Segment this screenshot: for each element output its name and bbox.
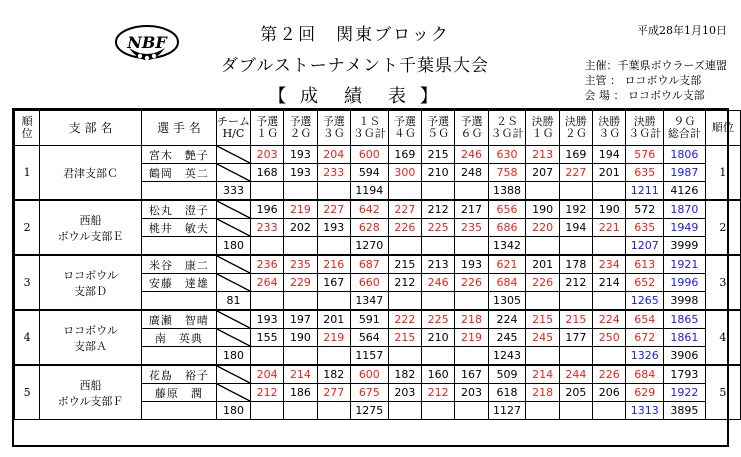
cell-grand-total: 1996 — [664, 274, 706, 292]
cell-grand-total: 1922 — [664, 384, 706, 402]
cell-g5: 225 — [422, 219, 455, 237]
cell-rank: 1 — [15, 146, 40, 201]
cell-grand-total: 1987 — [664, 164, 706, 182]
cell-k2: 194 — [559, 219, 592, 237]
cell-g1: 233 — [250, 219, 283, 237]
cell-g4: 203 — [388, 384, 421, 402]
cell-rank: 2 — [15, 200, 40, 255]
cell-blank-k1 — [526, 292, 559, 311]
table-row — [15, 255, 741, 274]
cell-k3: 206 — [593, 384, 626, 402]
cell-g4: 215 — [388, 329, 421, 347]
cell-g4: 226 — [388, 219, 421, 237]
cell-player-name: 鶴岡 英二 — [141, 164, 216, 182]
cell-blank-k3 — [593, 292, 626, 311]
cell-k3: 190 — [593, 200, 626, 219]
nbf-logo-icon — [113, 20, 181, 72]
organizer-block — [585, 58, 727, 103]
cell-kt: 572 — [626, 200, 664, 219]
cell-player-name: 松丸 澄子 — [141, 200, 216, 219]
cell-g6: 235 — [455, 219, 488, 237]
cell-kt: 576 — [626, 146, 664, 164]
cell-k2: 205 — [559, 384, 592, 402]
cell-g6: 218 — [455, 310, 488, 329]
cell-branch: 君津支部Ｃ — [40, 146, 142, 201]
cell-k2: 212 — [559, 274, 592, 292]
cell-g5: 212 — [422, 384, 455, 402]
title-line-1: 第２回 関東ブロック — [260, 25, 450, 45]
cell-kt: 652 — [626, 274, 664, 292]
col-g2: 予選 ２Ｇ — [284, 111, 317, 146]
cell-g4: 227 — [388, 200, 421, 219]
cell-team-hc-blank — [216, 200, 250, 219]
col-grand: ９Ｇ 総合計 — [664, 111, 706, 146]
cell-s2: 758 — [488, 164, 526, 182]
table-row — [15, 200, 741, 219]
cell-team-hc-blank — [216, 365, 250, 384]
cell-s2: 656 — [488, 200, 526, 219]
cell-place: 5 — [705, 365, 740, 420]
event-date: 平成28年1月10日 — [637, 24, 727, 37]
cell-s1: 600 — [350, 365, 388, 384]
cell-team-s2: 1305 — [488, 292, 526, 311]
cell-g2: 235 — [284, 255, 317, 274]
cell-blank-g6 — [455, 182, 488, 201]
cell-g2: 214 — [284, 365, 317, 384]
cell-g2: 193 — [284, 146, 317, 164]
cell-kt: 635 — [626, 164, 664, 182]
col-place: 順位 — [705, 111, 740, 146]
cell-rank: 5 — [15, 365, 40, 420]
cell-grand-total: 1861 — [664, 329, 706, 347]
cell-g5: 225 — [422, 310, 455, 329]
organizer-line-1: 主催：千葉県ボウラーズ連盟 — [584, 59, 727, 72]
cell-rank: 3 — [15, 255, 40, 310]
cell-k3: 194 — [593, 146, 626, 164]
cell-team-label — [141, 182, 216, 201]
cell-g3: 277 — [317, 384, 350, 402]
cell-s2: 630 — [488, 146, 526, 164]
cell-blank-g3 — [317, 292, 350, 311]
cell-s1: 564 — [350, 329, 388, 347]
col-g3: 予選 ３Ｇ — [317, 111, 350, 146]
cell-g6: 193 — [455, 255, 488, 274]
cell-k3: 226 — [593, 365, 626, 384]
cell-s1: 687 — [350, 255, 388, 274]
cell-team-label — [141, 347, 216, 366]
cell-team-hc: 180 — [216, 347, 250, 366]
cell-g3: 227 — [317, 200, 350, 219]
cell-k1: 201 — [526, 255, 559, 274]
cell-g2: 197 — [284, 310, 317, 329]
cell-team-kt: 1313 — [626, 402, 664, 420]
cell-kt: 613 — [626, 255, 664, 274]
cell-k3: 234 — [593, 255, 626, 274]
cell-g2: 229 — [284, 274, 317, 292]
cell-g3: 216 — [317, 255, 350, 274]
cell-blank-g3 — [317, 402, 350, 420]
cell-team-s1: 1194 — [350, 182, 388, 201]
cell-team-s2: 1127 — [488, 402, 526, 420]
cell-k1: 213 — [526, 146, 559, 164]
cell-team-s2: 1388 — [488, 182, 526, 201]
cell-k1: 214 — [526, 365, 559, 384]
cell-player-name: 米谷 康二 — [141, 255, 216, 274]
cell-g6: 246 — [455, 146, 488, 164]
cell-player-name: 南 英典 — [141, 329, 216, 347]
cell-grand-total: 1865 — [664, 310, 706, 329]
cell-g6: 167 — [455, 365, 488, 384]
cell-s1: 642 — [350, 200, 388, 219]
cell-blank-k2 — [559, 402, 592, 420]
cell-k1: 218 — [526, 384, 559, 402]
col-g6: 予選 ６Ｇ — [455, 111, 488, 146]
col-g1: 予選 １Ｇ — [250, 111, 283, 146]
organizer-line-2: 主管 ： ロコボウル支部 — [584, 74, 702, 87]
cell-k2: 192 — [559, 200, 592, 219]
cell-blank-g4 — [388, 182, 421, 201]
cell-blank-k1 — [526, 182, 559, 201]
col-g5: 予選 ５Ｇ — [422, 111, 455, 146]
table-row — [15, 365, 741, 384]
cell-player-name: 安藤 達雄 — [141, 274, 216, 292]
cell-k3: 250 — [593, 329, 626, 347]
cell-g1: 212 — [250, 384, 283, 402]
cell-team-s1: 1157 — [350, 347, 388, 366]
cell-g1: 155 — [250, 329, 283, 347]
cell-team-s1: 1275 — [350, 402, 388, 420]
cell-k2: 177 — [559, 329, 592, 347]
cell-blank-g5 — [422, 292, 455, 311]
cell-k3: 221 — [593, 219, 626, 237]
cell-team-hc-blank — [216, 274, 250, 292]
organizer-line-3: 会 場 ： ロコボウル支部 — [584, 89, 705, 102]
cell-g2: 193 — [284, 164, 317, 182]
cell-kt: 629 — [626, 384, 664, 402]
col-s2: ２Ｓ ３Ｇ計 — [488, 111, 526, 146]
cell-blank-k2 — [559, 182, 592, 201]
cell-s2: 245 — [488, 329, 526, 347]
cell-k1: 190 — [526, 200, 559, 219]
col-rank: 順 位 — [15, 111, 40, 146]
cell-g4: 222 — [388, 310, 421, 329]
cell-player-name: 花島 裕子 — [141, 365, 216, 384]
cell-g4: 182 — [388, 365, 421, 384]
cell-team-hc-blank — [216, 329, 250, 347]
cell-s2: 621 — [488, 255, 526, 274]
cell-g5: 212 — [422, 200, 455, 219]
cell-g5: 246 — [422, 274, 455, 292]
cell-blank-g3 — [317, 347, 350, 366]
cell-branch: 西船 ボウル支部Ｆ — [40, 365, 142, 420]
col-branch: 支 部 名 — [40, 111, 142, 146]
cell-k1: 226 — [526, 274, 559, 292]
cell-blank-k1 — [526, 347, 559, 366]
cell-g6: 203 — [455, 384, 488, 402]
cell-blank-g1 — [250, 237, 283, 256]
cell-s1: 591 — [350, 310, 388, 329]
results-table — [14, 110, 741, 420]
cell-s1: 660 — [350, 274, 388, 292]
cell-s2: 686 — [488, 219, 526, 237]
cell-grand-total: 1793 — [664, 365, 706, 384]
cell-g3: 167 — [317, 274, 350, 292]
cell-team-grand: 4126 — [664, 182, 706, 201]
cell-team-kt: 1265 — [626, 292, 664, 311]
cell-team-hc: 180 — [216, 402, 250, 420]
cell-g2: 186 — [284, 384, 317, 402]
cell-grand-total: 1870 — [664, 200, 706, 219]
col-g4: 予選 ４Ｇ — [388, 111, 421, 146]
cell-team-kt: 1211 — [626, 182, 664, 201]
cell-blank-g5 — [422, 402, 455, 420]
cell-s2: 618 — [488, 384, 526, 402]
cell-blank-g3 — [317, 237, 350, 256]
cell-team-s2: 1243 — [488, 347, 526, 366]
cell-blank-g4 — [388, 237, 421, 256]
cell-g1: 196 — [250, 200, 283, 219]
cell-g1: 264 — [250, 274, 283, 292]
cell-blank-k2 — [559, 292, 592, 311]
cell-team-kt: 1207 — [626, 237, 664, 256]
cell-g1: 168 — [250, 164, 283, 182]
cell-branch: ロコボウル 支部Ａ — [40, 310, 142, 365]
svg-text:NBF: NBF — [127, 33, 167, 52]
cell-blank-k1 — [526, 237, 559, 256]
table-row — [15, 310, 741, 329]
col-k2: 決勝 ２Ｇ — [559, 111, 592, 146]
cell-blank-g4 — [388, 347, 421, 366]
cell-k1: 207 — [526, 164, 559, 182]
cell-team-hc-blank — [216, 310, 250, 329]
cell-team-hc-blank — [216, 146, 250, 164]
cell-g3: 219 — [317, 329, 350, 347]
cell-g3: 201 — [317, 310, 350, 329]
cell-k2: 169 — [559, 146, 592, 164]
cell-blank-g4 — [388, 402, 421, 420]
cell-blank-g1 — [250, 347, 283, 366]
cell-s1: 628 — [350, 219, 388, 237]
cell-g6: 226 — [455, 274, 488, 292]
cell-g3: 233 — [317, 164, 350, 182]
cell-kt: 672 — [626, 329, 664, 347]
cell-blank-g5 — [422, 182, 455, 201]
title-block — [190, 20, 520, 76]
cell-blank-g1 — [250, 292, 283, 311]
cell-g2: 219 — [284, 200, 317, 219]
cell-blank-g4 — [388, 292, 421, 311]
cell-team-s2: 1342 — [488, 237, 526, 256]
col-team-hc: チーム H/C — [216, 111, 250, 146]
cell-g3: 182 — [317, 365, 350, 384]
cell-player-name: 廣瀬 智晴 — [141, 310, 216, 329]
cell-branch: 西船 ボウル支部Ｅ — [40, 200, 142, 255]
cell-g5: 215 — [422, 146, 455, 164]
cell-k2: 227 — [559, 164, 592, 182]
cell-team-hc: 81 — [216, 292, 250, 311]
cell-team-hc-blank — [216, 255, 250, 274]
cell-player-name: 宮木 艶子 — [141, 146, 216, 164]
cell-blank-g2 — [284, 292, 317, 311]
cell-place: 2 — [705, 200, 740, 255]
cell-g3: 193 — [317, 219, 350, 237]
cell-player-name: 藤原 潤 — [141, 384, 216, 402]
col-k3: 決勝 ３Ｇ — [593, 111, 626, 146]
cell-s2: 684 — [488, 274, 526, 292]
cell-blank-k1 — [526, 402, 559, 420]
cell-s1: 594 — [350, 164, 388, 182]
cell-team-kt: 1326 — [626, 347, 664, 366]
cell-team-label — [141, 292, 216, 311]
cell-g5: 160 — [422, 365, 455, 384]
cell-k1: 215 — [526, 310, 559, 329]
cell-blank-g6 — [455, 237, 488, 256]
cell-kt: 654 — [626, 310, 664, 329]
cell-blank-k2 — [559, 237, 592, 256]
cell-blank-g3 — [317, 182, 350, 201]
cell-k1: 220 — [526, 219, 559, 237]
cell-blank-g2 — [284, 347, 317, 366]
cell-blank-k3 — [593, 402, 626, 420]
cell-k1: 245 — [526, 329, 559, 347]
cell-team-label — [141, 402, 216, 420]
cell-blank-g1 — [250, 182, 283, 201]
cell-g2: 190 — [284, 329, 317, 347]
cell-k3: 224 — [593, 310, 626, 329]
cell-g5: 210 — [422, 164, 455, 182]
cell-g6: 219 — [455, 329, 488, 347]
cell-blank-k3 — [593, 347, 626, 366]
cell-team-s1: 1347 — [350, 292, 388, 311]
cell-g1: 236 — [250, 255, 283, 274]
col-kt: 決勝 ３Ｇ計 — [626, 111, 664, 146]
table-row — [15, 146, 741, 164]
cell-team-hc-blank — [216, 219, 250, 237]
cell-branch: ロコボウル 支部Ｄ — [40, 255, 142, 310]
cell-blank-g6 — [455, 402, 488, 420]
cell-g4: 169 — [388, 146, 421, 164]
cell-blank-g2 — [284, 182, 317, 201]
cell-g4: 300 — [388, 164, 421, 182]
cell-grand-total: 1806 — [664, 146, 706, 164]
cell-blank-k2 — [559, 347, 592, 366]
cell-blank-g5 — [422, 347, 455, 366]
sheet-title: 【 成 績 表 】 — [268, 86, 442, 107]
cell-s1: 675 — [350, 384, 388, 402]
cell-team-label — [141, 237, 216, 256]
cell-g3: 204 — [317, 146, 350, 164]
cell-grand-total: 1949 — [664, 219, 706, 237]
cell-team-hc: 333 — [216, 182, 250, 201]
cell-g1: 193 — [250, 310, 283, 329]
cell-s2: 509 — [488, 365, 526, 384]
cell-team-grand: 3998 — [664, 292, 706, 311]
cell-blank-g1 — [250, 402, 283, 420]
col-player: 選 手 名 — [141, 111, 216, 146]
cell-g6: 217 — [455, 200, 488, 219]
cell-g4: 215 — [388, 255, 421, 274]
cell-s1: 600 — [350, 146, 388, 164]
cell-kt: 635 — [626, 219, 664, 237]
cell-g5: 213 — [422, 255, 455, 274]
cell-team-grand: 3906 — [664, 347, 706, 366]
cell-k2: 244 — [559, 365, 592, 384]
cell-place: 4 — [705, 310, 740, 365]
cell-g1: 204 — [250, 365, 283, 384]
cell-blank-g2 — [284, 237, 317, 256]
col-s1: １Ｓ ３Ｇ計 — [350, 111, 388, 146]
cell-team-s1: 1270 — [350, 237, 388, 256]
cell-rank: 4 — [15, 310, 40, 365]
cell-team-hc-blank — [216, 384, 250, 402]
cell-g6: 248 — [455, 164, 488, 182]
cell-team-hc: 180 — [216, 237, 250, 256]
cell-team-grand: 3895 — [664, 402, 706, 420]
cell-place: 1 — [705, 146, 740, 201]
cell-blank-k3 — [593, 182, 626, 201]
cell-k2: 215 — [559, 310, 592, 329]
cell-g4: 212 — [388, 274, 421, 292]
cell-k3: 201 — [593, 164, 626, 182]
cell-g1: 203 — [250, 146, 283, 164]
cell-s2: 224 — [488, 310, 526, 329]
cell-blank-k3 — [593, 237, 626, 256]
cell-k3: 214 — [593, 274, 626, 292]
cell-g5: 210 — [422, 329, 455, 347]
cell-blank-g6 — [455, 347, 488, 366]
cell-grand-total: 1921 — [664, 255, 706, 274]
cell-k2: 178 — [559, 255, 592, 274]
cell-team-hc-blank — [216, 164, 250, 182]
cell-kt: 684 — [626, 365, 664, 384]
cell-place: 3 — [705, 255, 740, 310]
col-k1: 決勝 １Ｇ — [526, 111, 559, 146]
cell-blank-g6 — [455, 292, 488, 311]
cell-team-grand: 3999 — [664, 237, 706, 256]
cell-blank-g2 — [284, 402, 317, 420]
cell-blank-g5 — [422, 237, 455, 256]
cell-player-name: 桃井 敏夫 — [141, 219, 216, 237]
cell-g2: 202 — [284, 219, 317, 237]
title-line-2: ダブルストーナメント千葉県大会 — [220, 56, 490, 76]
